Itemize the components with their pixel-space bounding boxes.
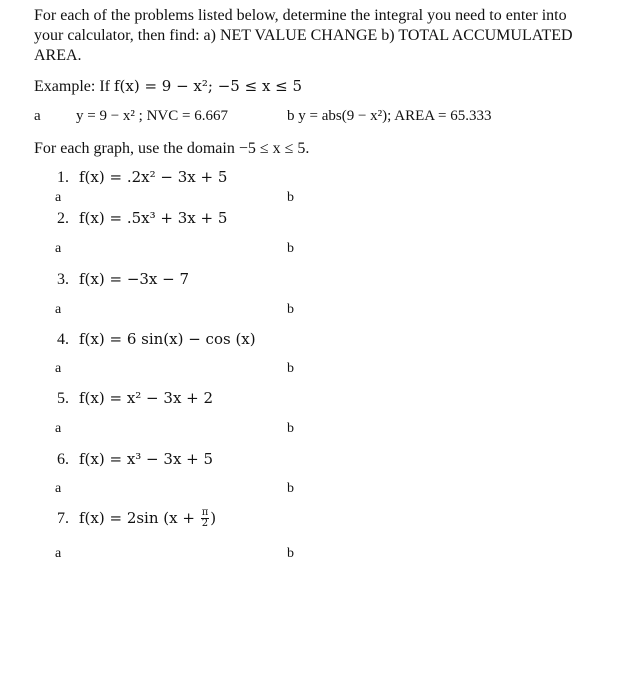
problem-expression: f(x) = x³ − 3x + 5 — [79, 450, 214, 468]
answer-a-label: a — [55, 361, 62, 376]
problem-5 — [57, 389, 213, 408]
problem-6 — [57, 450, 213, 469]
example-a-label: a — [34, 108, 41, 124]
problem-expression — [79, 509, 216, 527]
instructions-text: For each of the problems listed below, determine the integral you need to enter into your calculator, then find: a) NET VALUE CHANGE b) TOTAL ACCUMULATED AREA. — [34, 7, 573, 64]
problem-7 — [57, 508, 216, 529]
problem-2 — [57, 209, 227, 228]
answer-b-label: b — [287, 481, 294, 496]
example-b-answer: b y = abs(9 − x²); AREA = 65.333 — [287, 108, 492, 124]
problem-expression: f(x) = .5x³ + 3x + 5 — [79, 209, 228, 227]
fraction-denominator: 2 — [201, 518, 209, 529]
example-line — [34, 77, 302, 96]
answer-b-label: b — [287, 546, 294, 561]
problem-3 — [57, 270, 189, 289]
example-a-answer: y = 9 − x² ; NVC = 6.667 — [76, 108, 228, 124]
example-function: f(x) = 9 − x²; −5 ≤ x ≤ 5 — [113, 77, 303, 95]
problem-number: 2. — [57, 210, 69, 227]
problem-expression: f(x) = x² − 3x + 2 — [79, 389, 214, 407]
problem-number: 5. — [57, 390, 69, 407]
answer-a-label: a — [55, 190, 62, 205]
problem-number: 4. — [57, 331, 69, 348]
answer-b-label: b — [287, 241, 294, 256]
answer-b-label: b — [287, 421, 294, 436]
answer-a-label: a — [55, 302, 62, 317]
answer-a-label: a — [55, 241, 62, 256]
answer-b-label: b — [287, 361, 294, 376]
problem-number: 1. — [57, 169, 69, 186]
problem-number: 7. — [57, 509, 69, 527]
expression-end: ) — [210, 508, 217, 527]
expression-start: f(x) = 2sin (x + — [79, 508, 200, 527]
problem-expression: f(x) = −3x − 7 — [79, 270, 190, 288]
problem-1 — [57, 168, 227, 187]
problem-expression: f(x) = .2x² − 3x + 5 — [79, 168, 228, 186]
answer-a-label: a — [55, 421, 62, 436]
domain-note: For each graph, use the domain −5 ≤ x ≤ 5. — [34, 140, 310, 157]
problem-number: 6. — [57, 451, 69, 468]
problem-4 — [57, 330, 256, 349]
problem-number: 3. — [57, 271, 69, 288]
problem-expression: f(x) = 6 sin(x) − cos (x) — [79, 330, 256, 348]
answer-a-label: a — [55, 546, 62, 561]
fraction-pi-over-2 — [201, 508, 210, 529]
answer-a-label: a — [55, 481, 62, 496]
answer-b-label: b — [287, 190, 294, 205]
example-prefix: Example: If — [34, 78, 114, 95]
fraction-numerator: π — [201, 507, 209, 518]
answer-b-label: b — [287, 302, 294, 317]
